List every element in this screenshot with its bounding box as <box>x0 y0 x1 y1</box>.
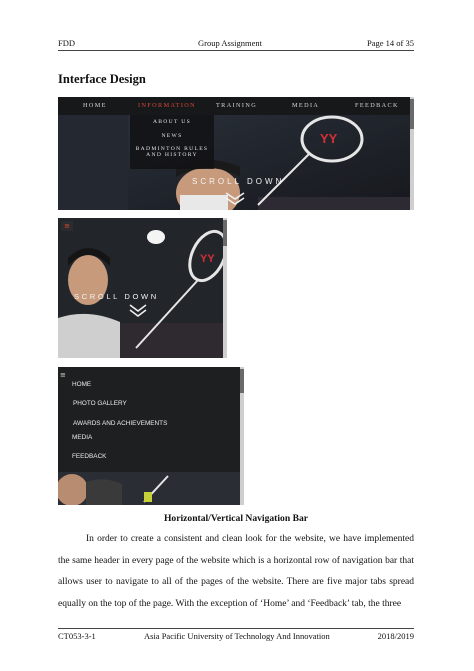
footer-year: 2018/2019 <box>377 631 414 641</box>
nav-item-awards: AWARDS AND ACHIEVEMENTS <box>73 420 168 427</box>
scrollbar-thumb <box>223 220 227 246</box>
section-title: Interface Design <box>58 72 146 86</box>
page-footer <box>58 631 414 643</box>
page-header <box>58 38 414 50</box>
body-paragraph <box>58 529 414 615</box>
header-module: FDD <box>58 38 76 48</box>
scroll-down-label: SCROLL DOWN <box>74 292 159 301</box>
nav-tab-home: HOME <box>83 102 107 109</box>
nav-tab-information: INFORMATION <box>138 102 197 109</box>
header-page-number: Page 14 of 35 <box>367 38 414 48</box>
nav-item-media: MEDIA <box>72 434 93 441</box>
menu-icon: ≡ <box>60 371 66 379</box>
dropdown-item-badminton-rules: BADMINTON RULES AND HISTORY <box>135 146 209 159</box>
paragraph-text: In order to create a consistent and clean look for the website, we have implemented the same header in every page of the website which is a horizontal row of navigation bar that allows user to navigate to all of the pages of the website. There are five major tabs spread equally on the top of the page. With the exception of ‘Home’ and ‘Feedback’ tab, the three <box>58 534 414 609</box>
nav-tab-feedback: FEEDBACK <box>355 102 399 109</box>
chevron-down-icon <box>128 303 148 317</box>
nav-tab-media: MEDIA <box>292 102 320 109</box>
scrollbar <box>240 367 244 505</box>
footer-module-code: CT053-3-1 <box>58 631 96 641</box>
footer-university: Asia Pacific University of Technology And Innovation <box>144 631 330 641</box>
nav-item-feedback: FEEDBACK <box>72 453 107 460</box>
scroll-down-label: SCROLL DOWN <box>192 177 285 186</box>
header-rule <box>58 50 414 51</box>
badminton-hero-image <box>58 218 227 358</box>
mobile-expanded-screenshot <box>58 367 244 505</box>
dropdown-item-news: NEWS <box>161 133 183 139</box>
figure-caption: Horizontal/Vertical Navigation Bar <box>163 513 309 524</box>
nav-tab-training: TRAINING <box>216 102 258 109</box>
vertical-navbar <box>58 367 240 472</box>
footer-rule <box>58 628 414 629</box>
badminton-hero-image <box>58 472 240 505</box>
nav-item-home: HOME <box>72 381 92 388</box>
svg-text:YY: YY <box>320 131 338 146</box>
chevron-down-icon <box>224 191 246 205</box>
dropdown-item-about-us: ABOUT US <box>152 119 192 125</box>
scrollbar-thumb <box>240 369 244 393</box>
nav-item-photo-gallery: PHOTO GALLERY <box>73 400 127 407</box>
scrollbar <box>410 97 414 210</box>
desktop-nav-screenshot <box>58 97 414 210</box>
mobile-collapsed-screenshot <box>58 218 227 358</box>
svg-text:YY: YY <box>200 253 215 265</box>
scrollbar-thumb <box>410 99 414 129</box>
menu-icon: ≡ <box>61 221 73 231</box>
information-dropdown <box>130 115 214 169</box>
scrollbar <box>223 218 227 358</box>
desktop-navbar <box>58 97 410 115</box>
header-title: Group Assignment <box>198 38 262 48</box>
